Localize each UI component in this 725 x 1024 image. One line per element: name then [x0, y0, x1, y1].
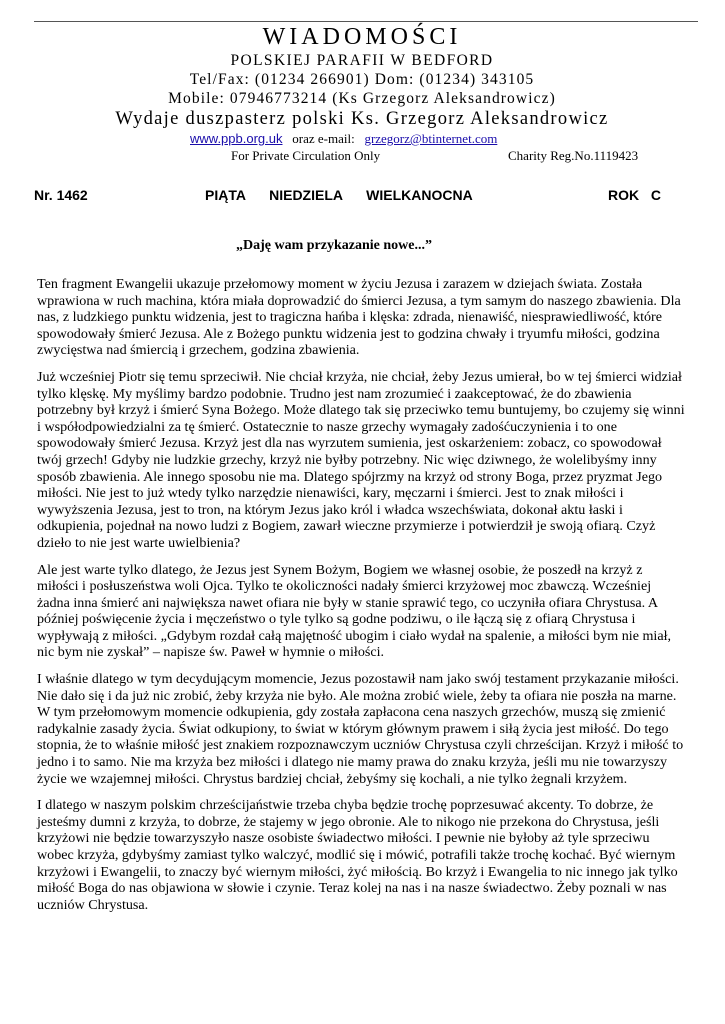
- email-prefix: oraz e-mail:: [292, 131, 355, 146]
- article-paragraph: Ten fragment Ewangelii ukazuje przełomowy moment w życiu Jezusa i zarazem w dziejach świata. Została wprawiona w ruch machina, która miała doprowadzić do śmierci Jezusa, a tym samym do naszego zbawienia. Dla nas, z ludzkiego punktu widzenia, jest to tragiczna hańba i klęska: zdrada, nienawiść, niesprawiedliwość, które spowodowały śmierć Jezusa. Ale z Bożego punktu widzenia jest to godzina chwały i tryumfu miłości, godzina zwycięstwa nad śmiercią i grzechem, godzina zbawienia.: [37, 276, 681, 359]
- article-paragraph: Ale jest warte tylko dlatego, że Jezus jest Synem Bożym, Bogiem we własnej osobie, że poszedł na krzyż z miłości i posłuszeństwa woli Ojca. Tylko te okoliczności nadały śmierci krzyżowej moc zbawczą. Wcześniej żadna inna śmierć ani największa nawet ofiara nie były w stanie sprawić tego, co uczyniła ofiara Chrystusa. A później poświęcenie życia i męczeństwo o tyle tylko są godne podziwu, o ile łączą się z ofiarą Chrystusa i wypływają z miłości. „Gdybym rozdał całą majętność ubogim i ciało wydał na spalenie, a miłości bym nie miał, nic bym nie zyskał” – napisze św. Paweł w hymnie o miłości.: [37, 561, 672, 661]
- article-body: [37, 276, 687, 923]
- parish-name: POLSKIEJ PARAFII W BEDFORD: [230, 52, 494, 69]
- article-paragraph: Już wcześniej Piotr się temu sprzeciwił. Nie chciał krzyża, nie chciał, żeby Jezus umierał, bo w tej śmierci widział tylko klęskę. My myślimy bardzo podobnie. Trudno jest nam zrozumieć i zaakceptować, że do zbawienia potrzebny był krzyż i śmierć Syna Bożego. Może dlatego tak się przeciwko temu buntujemy, bo czujemy się winni i współodpowiedzialni za tę śmierć. Ostatecznie to nasze grzechy wymagały zadośćuczynienia i to one spowodowały śmierć Jezusa. Krzyż jest dla nas wyrzutem sumienia, jest oskarżeniem: zobacz, co spowodował twój grzech! Gdyby nie ludzkie grzechy, krzyż nie byłby potrzebny. Nic więc dziwnego, że wolelibyśmy inny sposób zbawienia. Ale innego sposobu nie ma. Dlatego spójrzmy na krzyż od strony Boga, przez pryzmat Jego miłości. Nie jest to już wtedy tylko narzędzie nienawiści, kary, męczarni i śmierci. Jest to znak miłości i wywyższenia Jezusa, jest to tron, na którym Jezus jako król i władca wszechświata, dokonał aktu łaski i odkupienia, pojednał na nowo ludzi z Bogiem, zawarł wieczne przymierze i potwierdził je swoją ofiarą. Czyż dzieło to nie jest warte uwielbienia?: [37, 368, 685, 551]
- article-paragraph: I właśnie dlatego w tym decydującym momencie, Jezus pozostawił nam jako swój testament przykazanie miłości. Nie dało się i da już nic zrobić, żeby krzyża nie było. Ale można zrobić wiele, żeby ta ofiara nie poszła na marne. W tym przełomowym momencie odkupienia, gdy została zapłacona cena naszych grzechów, muszą się zmienić radykalnie zasady życia. Świat odkupiony, to świat w którym głównym prawem i siłą życia jest miłość. Do tego stopnia, że to właśnie miłość jest znakiem rozpoznawczym uczniów Chrystusa czyli chrześcijan. Krzyż i miłość to jedno i to samo. Nie ma krzyża bez miłości i dlatego nie mamy prawa do znaku krzyża, jeśli mu nie towarzyszy życie we wzajemnej miłości. Chrystus bardziej chciał, żebyśmy się kochali, a nie tylko żegnali krzyżem.: [37, 671, 684, 787]
- publisher-line: Wydaje duszpasterz polski Ks. Grzegorz Aleksandrowicz: [115, 109, 609, 129]
- email-link[interactable]: grzegorz@btinternet.com: [364, 131, 498, 146]
- website-link[interactable]: www.ppb.org.uk: [190, 131, 283, 146]
- article-paragraph: I dlatego w naszym polskim chrześcijaństwie trzeba chyba będzie trochę poprzesuwać akcenty. To dobrze, że jesteśmy dumni z krzyża, to dobrze, że stajemy w jego obronie. Ale to nikogo nie przekona do Chrystusa, jeśli krzyżowi nie będzie towarzyszyło nasze osobiste świadectwo miłości. I pewnie nie byłoby aż tyle sprzeciwu wobec krzyża, gdybyśmy zamiast tylko walczyć, modlić się i mówić, potrafili także trochę kochać. Być wiernym krzyżowi i Ewangelii, to znaczy być wiernym miłości, żyć miłością. Bo krzyż i Ewangelia to nic innego jak tylko miłość Boga do nas objawiona w słowie i czynie. Teraz kolej na nas i na nasze świadectwo. Żeby poznali w nas uczniów Chrystusa.: [37, 797, 678, 913]
- gospel-quote: „Daję wam przykazanie nowe...”: [236, 238, 432, 253]
- issue-number: Nr. 1462: [34, 187, 88, 203]
- sunday-name: PIĄTA NIEDZIELA WIELKANOCNA: [205, 187, 473, 203]
- charity-registration: Charity Reg.No.1119423: [508, 148, 639, 163]
- links-line: [190, 131, 497, 147]
- mobile-line: Mobile: 07946773214 (Ks Grzegorz Aleksandrowicz): [168, 90, 556, 107]
- newsletter-title: WIADOMOŚCI: [262, 24, 462, 50]
- masthead: [30, 23, 694, 130]
- tel-fax-line: Tel/Fax: (01234 266901) Dom: (01234) 343105: [189, 71, 535, 88]
- liturgical-year: ROK C: [608, 187, 661, 203]
- top-divider: [34, 21, 698, 22]
- private-circulation-note: For Private Circulation Only: [231, 148, 381, 163]
